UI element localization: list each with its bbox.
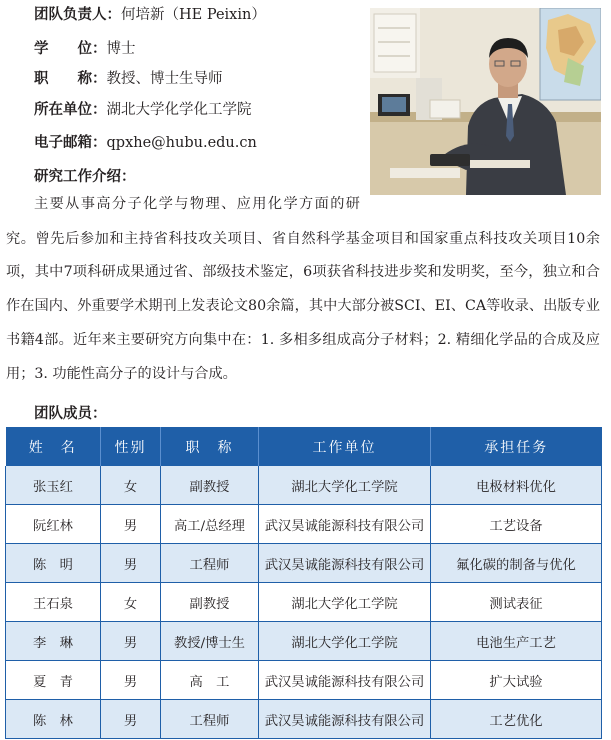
cell-task: 测试表征 — [431, 583, 602, 622]
title-value: 教授、博士生导师 — [106, 71, 223, 87]
cell-unit: 武汉昊诚能源科技有限公司 — [259, 700, 431, 739]
research-line-6: 用；3. 功能性高分子的设计与合成。 — [6, 366, 237, 382]
research-line-2: 究。曾先后参加和主持省科技攻关项目、省自然科学基金项目和国家重点科技攻关项目10余 — [6, 231, 600, 247]
col-header-name: 姓 名 — [6, 427, 101, 466]
col-header-title: 职 称 — [161, 427, 259, 466]
cell-name: 张玉红 — [6, 466, 101, 505]
cell-name: 王石泉 — [6, 583, 101, 622]
unit-line — [34, 100, 252, 120]
cell-name: 夏 青 — [6, 661, 101, 700]
unit-value: 湖北大学化学化工学院 — [106, 102, 252, 118]
email-label: 电子邮箱： — [34, 135, 107, 151]
cell-gender: 男 — [101, 622, 161, 661]
leader-value: 何培新（HE Peixin） — [121, 7, 266, 23]
email-line — [34, 133, 257, 153]
office-photo-illustration — [370, 8, 601, 195]
leader-line — [34, 5, 266, 25]
table-header-row — [6, 427, 602, 466]
cell-gender: 男 — [101, 661, 161, 700]
research-line-5: 书籍4部。近年来主要研究方向集中在：1. 多相多组成高分子材料；2. 精细化学品的合成及应 — [6, 332, 600, 348]
table-row — [6, 700, 602, 739]
research-heading: 研究工作介绍： — [34, 169, 136, 185]
col-header-task: 承担任务 — [431, 427, 602, 466]
table-row — [6, 505, 602, 544]
cell-title: 工程师 — [161, 544, 259, 583]
col-header-gender: 性别 — [101, 427, 161, 466]
cell-gender: 女 — [101, 466, 161, 505]
leader-label: 团队负责人： — [34, 7, 121, 23]
members-heading: 团队成员： — [34, 406, 107, 422]
cell-task: 扩大试验 — [431, 661, 602, 700]
table-row — [6, 466, 602, 505]
cell-gender: 男 — [101, 544, 161, 583]
cell-gender: 男 — [101, 505, 161, 544]
cell-unit: 湖北大学化工学院 — [259, 583, 431, 622]
table-row — [6, 661, 602, 700]
email-value: qpxhe@hubu.edu.cn — [106, 135, 257, 151]
cell-title: 副教授 — [161, 583, 259, 622]
cell-unit: 武汉昊诚能源科技有限公司 — [259, 661, 431, 700]
cell-task: 工艺设备 — [431, 505, 602, 544]
cell-name: 陈 明 — [6, 544, 101, 583]
table-row — [6, 622, 602, 661]
research-line-4: 作在国内、外重要学术期刊上发表论文80余篇，其中大部分被SCI、EI、CA等收录、出版专业 — [6, 298, 600, 314]
cell-title: 高 工 — [161, 661, 259, 700]
degree-label: 学 位： — [34, 41, 107, 57]
portrait-photo — [370, 8, 601, 195]
cell-unit: 武汉昊诚能源科技有限公司 — [259, 505, 431, 544]
cell-gender: 男 — [101, 700, 161, 739]
cell-task: 电极材料优化 — [431, 466, 602, 505]
cell-unit: 武汉昊诚能源科技有限公司 — [259, 544, 431, 583]
table-row — [6, 583, 602, 622]
unit-label: 所在单位： — [34, 102, 107, 118]
col-header-unit: 工作单位 — [259, 427, 431, 466]
members-table — [5, 427, 602, 739]
cell-gender: 女 — [101, 583, 161, 622]
cell-title: 工程师 — [161, 700, 259, 739]
research-line-1: 主要从事高分子化学与物理、应用化学方面的研 — [34, 196, 360, 212]
cell-unit: 湖北大学化工学院 — [259, 622, 431, 661]
cell-name: 李 琳 — [6, 622, 101, 661]
cell-task: 电池生产工艺 — [431, 622, 602, 661]
cell-title: 副教授 — [161, 466, 259, 505]
degree-value: 博士 — [106, 41, 136, 57]
table-row — [6, 544, 602, 583]
cell-name: 陈 林 — [6, 700, 101, 739]
cell-title: 教授/博士生 — [161, 622, 259, 661]
degree-line — [34, 39, 136, 59]
title-line — [34, 69, 223, 89]
cell-unit: 湖北大学化工学院 — [259, 466, 431, 505]
cell-task: 氟化碳的制备与优化 — [431, 544, 602, 583]
cell-name: 阮红林 — [6, 505, 101, 544]
cell-task: 工艺优化 — [431, 700, 602, 739]
title-label: 职 称： — [34, 71, 107, 87]
cell-title: 高工/总经理 — [161, 505, 259, 544]
research-line-3: 项，其中7项科研成果通过省、部级技术鉴定，6项获省科技进步奖和发明奖，至今，独立和合 — [6, 264, 600, 280]
